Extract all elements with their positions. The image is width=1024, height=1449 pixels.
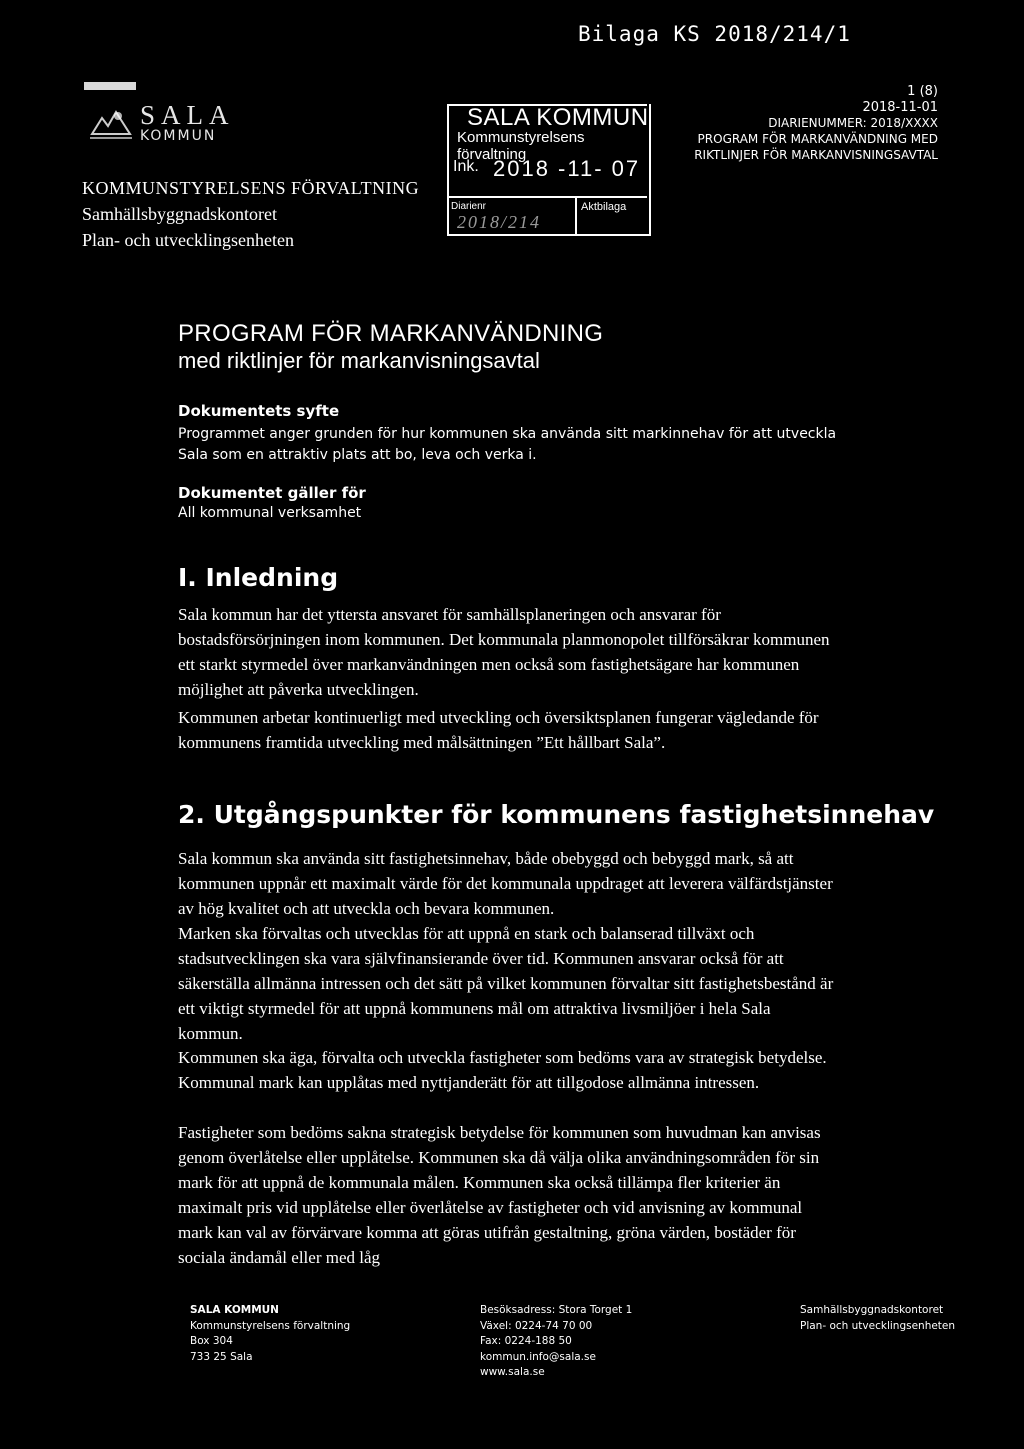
section-2-paragraph-2: Marken ska förvaltas och utvecklas för att uppnå en stark och balanserad tillväxt och stadsutvecklingen ska vara självfinansierande över tid. Kommunen ansvarar också för att säkerställa allmänna intressen och det sätt på vilket kommunen förvaltar sitt fastighetsbestånd är ett viktigt styrmedel för att uppnå kommunens mål om attraktiva livsmiljöer i hela Sala kommun. — [178, 924, 834, 1043]
logo-name: SALA — [140, 100, 235, 130]
footer-office: Samhällsbyggnadskontoret — [800, 1304, 944, 1316]
footer-fax: Fax: 0224-188 50 — [480, 1335, 572, 1347]
document-subtitle: med riktlinjer för markanvisningsavtal — [178, 348, 540, 373]
page-number: 1 (8) — [907, 84, 938, 99]
stamp-column-divider — [575, 198, 577, 234]
document-title: PROGRAM FÖR MARKANVÄNDNING — [178, 320, 604, 347]
attachment-reference: Bilaga KS 2018/214/1 — [578, 22, 851, 46]
department-line-2: Samhällsbyggnadskontoret — [82, 204, 277, 224]
footer-visiting-address: Besöksadress: Stora Torget 1 — [480, 1304, 633, 1316]
stamp-divider — [447, 196, 647, 198]
section-1-paragraph-2: Kommunen arbetar kontinuerligt med utveckling och översiktsplanen fungerar vägledande för kommunens framtida utveckling med målsättningen ”Ett hållbart Sala”. — [178, 708, 819, 752]
stamp-handwritten-number: 2018/214 — [457, 212, 542, 232]
logo-sub: KOMMUN — [140, 128, 217, 144]
stamp-aktbilaga-label: Aktbilaga — [581, 201, 627, 213]
scope-text: All kommunal verksamhet — [178, 505, 362, 521]
section-2-paragraph-4: Fastigheter som bedöms sakna strategisk betydelse för kommunen som huvudman kan anvisas genom överlåtelse eller upplåtelse. Kommunen ska då välja olika användningsområden för sin mark för att uppnå de kommunala målen. Kommunen ska också tillämpa fler kriterier än maximalt pris vid upplåtelse eller överlåtelse av fastigheter och vid anvisning av kommunal mark kan val av förvärvare komma att göras utifrån gestaltning, gröna värden, bostäder för sociala ändamål eller med låg — [178, 1123, 821, 1267]
sala-kommun-logo — [84, 82, 235, 152]
stamp-title: SALA KOMMUN — [467, 104, 649, 131]
footer-email: kommun.info@sala.se — [480, 1350, 596, 1363]
footer-unit — [800, 1303, 955, 1334]
department-line-1: KOMMUNSTYRELSENS FÖRVALTNING — [82, 178, 420, 198]
header-program-line: PROGRAM FÖR MARKANVÄNDNING MED — [697, 132, 938, 146]
department-line-3: Plan- och utvecklingsenheten — [82, 230, 294, 250]
scope-heading: Dokumentet gäller för — [178, 484, 366, 502]
stamp-ink-label: Ink. — [453, 158, 479, 175]
diarienummer: DIARIENUMMER: 2018/XXXX — [768, 116, 938, 130]
section-2-paragraph-3: Kommunen ska äga, förvalta och utveckla fastigheter som bedöms vara av strategisk betydelse. Kommunal mark kan upplåtas med nyttjanderätt för att tillgodose allmänna intressen. — [178, 1048, 827, 1092]
section-2-heading: 2. Utgångspunkter för kommunens fastighetsinnehav — [178, 800, 935, 829]
stamp-diarienr-label: Diarienr — [451, 201, 487, 212]
footer-box: Box 304 — [190, 1335, 233, 1347]
purpose-text: Programmet anger grunden för hur kommunen ska använda sitt markinnehav för att utveckla Sala som en attraktiv plats att bo, leva och verka i. — [178, 426, 837, 463]
footer-address — [190, 1303, 350, 1365]
section-1-paragraph-1: Sala kommun har det yttersta ansvaret för samhällsplaneringen och ansvarar för bostadsförsörjningen inom kommunen. Det kommunala planmonopolet tillförsäkrar kommunen ett starkt styrmedel över markanvändningen men också som fastighetsägare har kommunen möjlighet att påverka utvecklingen. — [178, 605, 830, 699]
footer-phone: Växel: 0224-74 70 00 — [480, 1319, 593, 1332]
footer-contact — [480, 1303, 632, 1381]
stamp-date: 2018 -11- 07 — [493, 156, 641, 181]
footer-org-dept: Kommunstyrelsens förvaltning — [190, 1319, 351, 1332]
crest-icon — [88, 104, 134, 142]
footer-postal: 733 25 Sala — [190, 1350, 253, 1363]
stamp-subtitle: Kommunstyrelsens förvaltning — [457, 129, 585, 163]
header-riktlinjer-line: RIKTLINJER FÖR MARKANVISNINGSAVTAL — [694, 148, 938, 162]
section-1-heading: I. Inledning — [178, 563, 339, 592]
section-2-paragraph-1: Sala kommun ska använda sitt fastighetsinnehav, både obebyggd och bebyggd mark, så att kommunen uppnår ett maximalt värde för det kommunala uppdraget att leverera välfärdstjänster av hög kvalitet och att utveckla och bevara kommunen. — [178, 849, 833, 918]
footer-org-name: SALA KOMMUN — [190, 1304, 279, 1316]
document-date: 2018-11-01 — [862, 100, 938, 115]
received-stamp — [447, 104, 651, 236]
purpose-heading: Dokumentets syfte — [178, 402, 340, 420]
footer-website: www.sala.se — [480, 1366, 545, 1378]
footer-unit-name: Plan- och utvecklingsenheten — [800, 1319, 956, 1332]
